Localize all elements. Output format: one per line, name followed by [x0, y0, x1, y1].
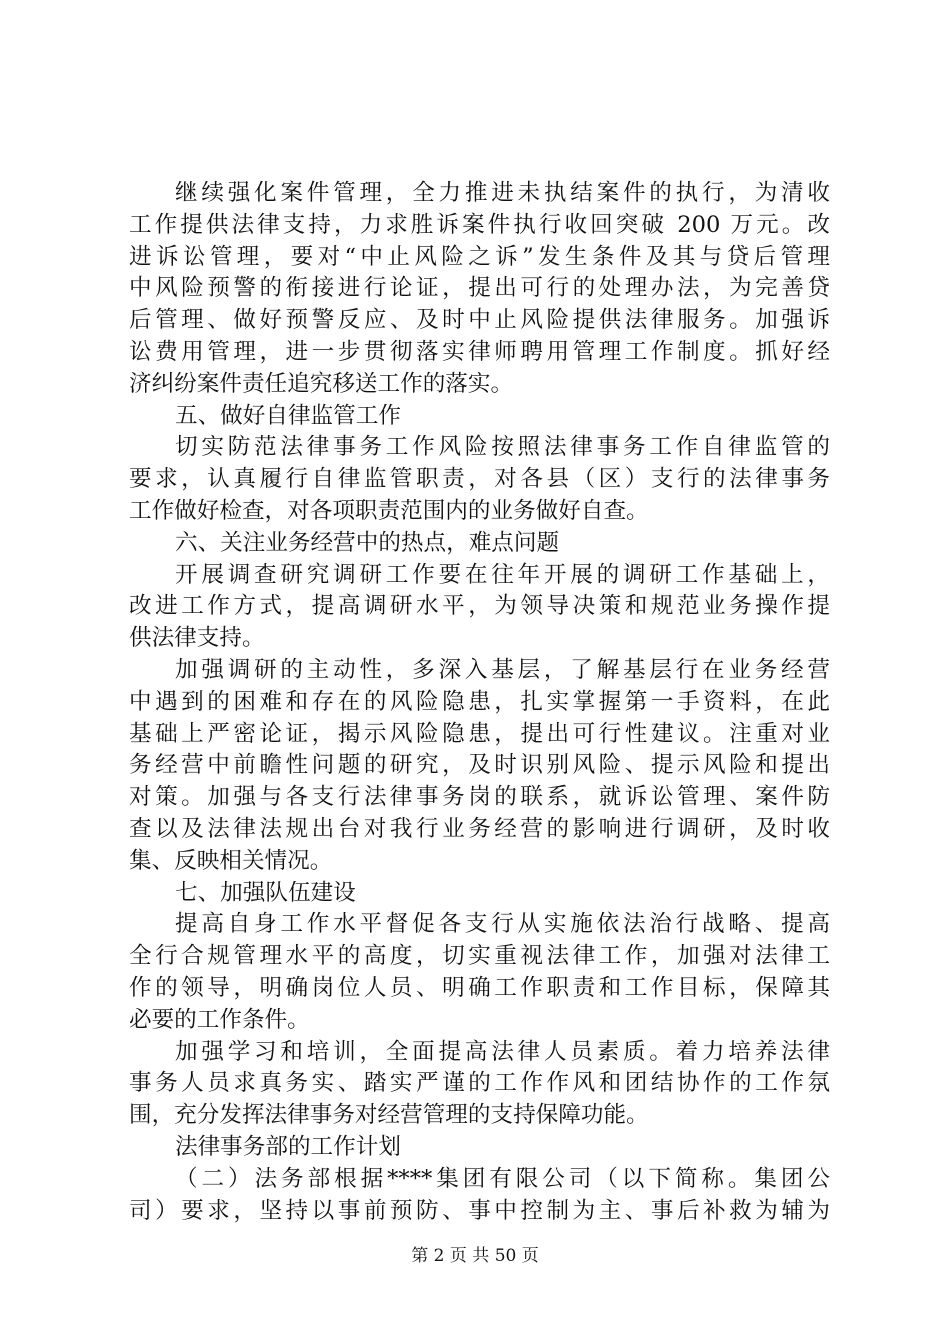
text-line: 司）要求，坚持以事前预防、事中控制为主、事后补救为辅为: [129, 1197, 830, 1224]
text-line: 基础上严密论证，揭示风险隐患，提出可行性建议。注重对业: [129, 720, 830, 747]
text-line: 切实防范法律事务工作风险按照法律事务工作自律监管的: [175, 434, 830, 461]
text-line: 改进工作方式，提高调研水平，为领导决策和规范业务操作提: [129, 593, 830, 620]
text-line: 开展调查研究调研工作要在往年开展的调研工作基础上，: [175, 561, 830, 588]
section-heading: 七、加强队伍建设: [175, 879, 356, 906]
text-line: 查以及法律法规出台对我行业务经营的影响进行调研，及时收: [129, 815, 830, 842]
text-line: 事务人员求真务实、踏实严谨的工作作风和团结协作的工作氛: [129, 1070, 830, 1097]
document-body: [129, 178, 830, 1227]
text-line: 济纠纷案件责任追究移送工作的落实。: [129, 370, 514, 397]
text-line: 讼费用管理，进一步贯彻落实律师聘用管理工作制度。抓好经: [129, 338, 830, 365]
text-line: 中风险预警的衔接进行论证，提出可行的处理办法，为完善贷: [129, 275, 830, 302]
text-line: 对策。加强与各支行法律事务岗的联系，就诉讼管理、案件防: [129, 784, 830, 811]
text-line: 进诉讼管理，要对“中止风险之诉”发生条件及其与贷后管理: [129, 243, 830, 270]
text-line: （二）法务部根据****集团有限公司（以下简称。集团公: [175, 1165, 830, 1192]
text-line: 务经营中前瞻性问题的研究，及时识别风险、提示风险和提出: [129, 752, 830, 779]
page-footer: 第 2 页 共 50 页: [411, 1246, 539, 1266]
text-line: 加强调研的主动性，多深入基层，了解基层行在业务经营: [175, 656, 830, 683]
text-line: 加强学习和培训，全面提高法律人员素质。着力培养法律: [175, 1038, 830, 1065]
text-line: 集、反映相关情况。: [129, 847, 333, 874]
text-line: 要求，认真履行自律监管职责，对各县（区）支行的法律事务: [129, 466, 830, 493]
section-heading: 五、做好自律监管工作: [175, 402, 401, 429]
text-line: 必要的工作条件。: [129, 1006, 310, 1033]
text-line: 提高自身工作水平督促各支行从实施依法治行战略、提高: [175, 911, 830, 938]
text-line: 中遇到的困难和存在的风险隐患，扎实掌握第一手资料，在此: [129, 688, 830, 715]
text-line: 继续强化案件管理，全力推进未执结案件的执行，为清收: [175, 180, 830, 206]
text-line: 作的领导，明确岗位人员、明确工作职责和工作目标，保障其: [129, 974, 830, 1001]
section-heading: 法律事务部的工作计划: [175, 1133, 401, 1160]
section-heading: 六、关注业务经营中的热点，难点问题: [175, 529, 560, 556]
text-line: 围，充分发挥法律事务对经营管理的支持保障功能。: [129, 1102, 649, 1129]
text-line: 工作做好检查，对各项职责范围内的业务做好自查。: [129, 497, 649, 524]
text-line: 供法律支持。: [129, 625, 265, 652]
text-line: 全行合规管理水平的高度，切实重视法律工作，加强对法律工: [129, 943, 830, 970]
text-line: 后管理、做好预警反应、及时中止风险提供法律服务。加强诉: [129, 307, 830, 334]
text-line: 工作提供法律支持，力求胜诉案件执行收回突破 200 万元。改: [129, 211, 830, 238]
